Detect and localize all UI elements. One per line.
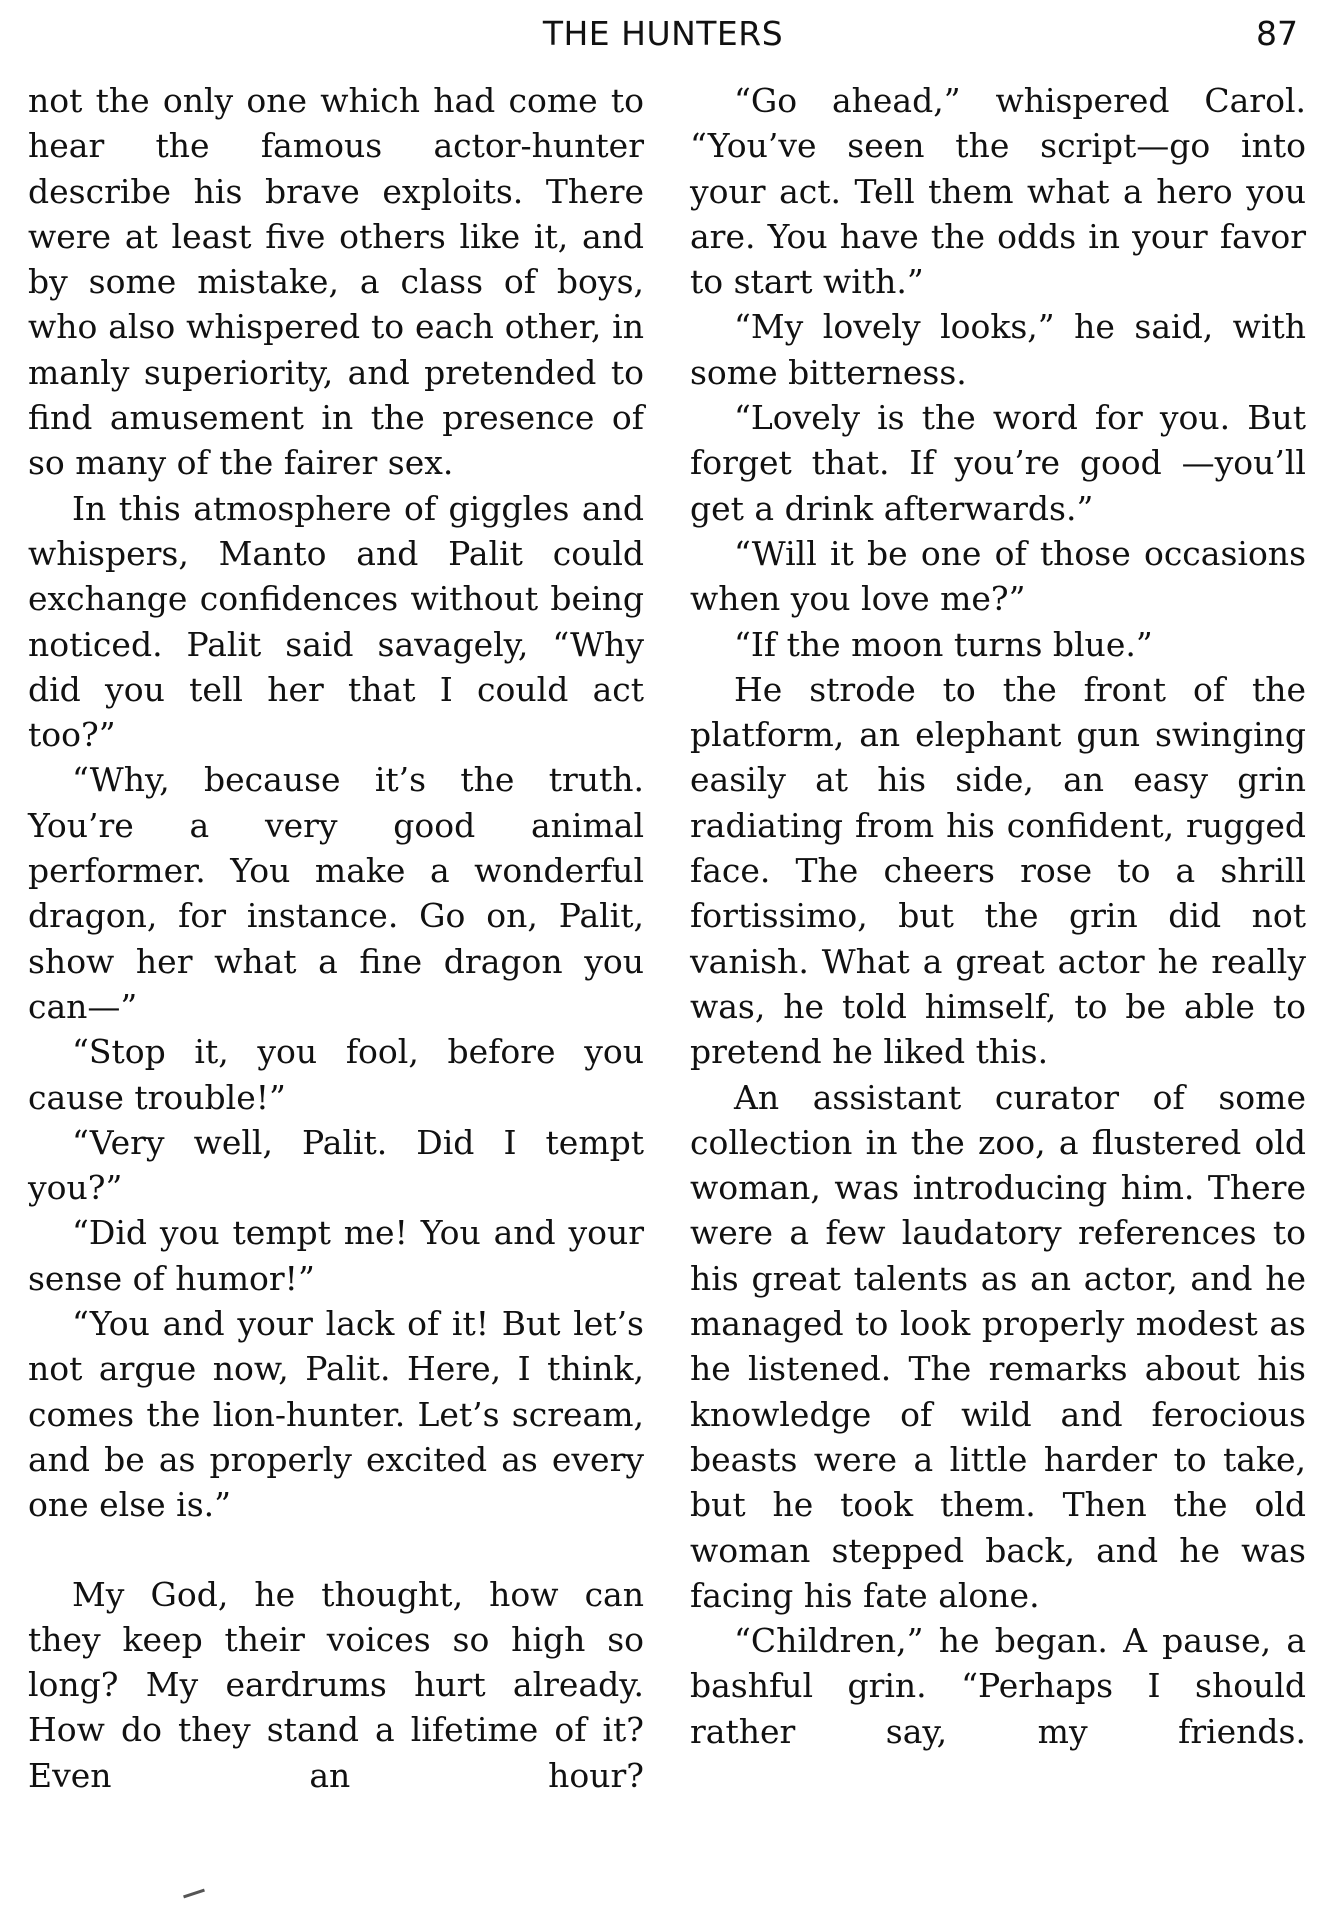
paragraph: not the only one which had come to hear the famous actor-hunter describe his brave exploits. There were at least five others like it, and by some mistake, a class of boys, who also whispered to each other, in manly superiority, and pretended to find amusement in the presence of so many of the fairer sex. (28, 81, 644, 483)
paragraph: “Did you tempt me! You and your sense of humor!” (28, 1213, 644, 1298)
running-header: THE HUNTERS (542, 14, 784, 53)
page-number: 87 (1256, 14, 1298, 53)
paragraph: “Lovely is the word for you. But forget that. If you’re good —you’ll get a drink afterwards.” (690, 398, 1306, 528)
left-column (28, 78, 644, 1798)
paragraph: “Will it be one of those occasions when you love me?” (690, 533, 1306, 619)
paragraph: He strode to the front of the platform, an elephant gun swinging easily at his side, an easy grin radiating from his confident, rugged face. The cheers rose to a shrill fortissimo, but the grin did not vanish. What a great actor he really was, he told himself, to be able to pretend he liked this. (690, 669, 1306, 1072)
paragraph: “Children,” he began. A pause, a bashful grin. “Perhaps I should rather say, my friends. (690, 1621, 1306, 1751)
paragraph: “Very well, Palit. Did I tempt you?” (28, 1122, 644, 1208)
paragraph: “Why, because it’s the truth. You’re a very good animal performer. You make a wonderful dragon, for instance. Go on, Palit, show her what a fine dragon you can—” (28, 760, 644, 1026)
paragraph: “Go ahead,” whispered Carol. “You’ve seen the script—go into your act. Tell them what a hero you are. You have the odds in your favor to start with.” (690, 81, 1306, 302)
paragraph: “My lovely looks,” he said, with some bitterness. (690, 307, 1306, 392)
paragraph: “You and your lack of it! But let’s not argue now, Palit. Here, I think, comes the lion-hunter. Let’s scream, and be as properly excited as every one else is.” (28, 1304, 644, 1525)
paragraph: In this atmosphere of giggles and whispers, Manto and Palit could exchange confidences without being noticed. Palit said savagely, “Why did you tell her that I could act too?” (28, 488, 644, 755)
paragraph: “Stop it, you fool, before you cause trouble!” (28, 1032, 644, 1117)
paragraph: My God, he thought, how can they keep their voices so high so long? My eardrums hurt already. How do they stand a lifetime of it? Even an hour? (28, 1574, 644, 1795)
right-column (690, 78, 1306, 1754)
paragraph: An assistant curator of some collection in the zoo, a flustered old woman, was introducing him. There were a few laudatory references to his great talents as an actor, and he managed to look properly modest as he listened. The remarks about his knowledge of wild and ferocious beasts were a little harder to take, but he took them. Then the old woman stepped back, and he was facing his fate alone. (690, 1077, 1306, 1615)
paragraph: “If the moon turns blue.” (734, 624, 1153, 664)
print-speck (183, 1889, 205, 1899)
